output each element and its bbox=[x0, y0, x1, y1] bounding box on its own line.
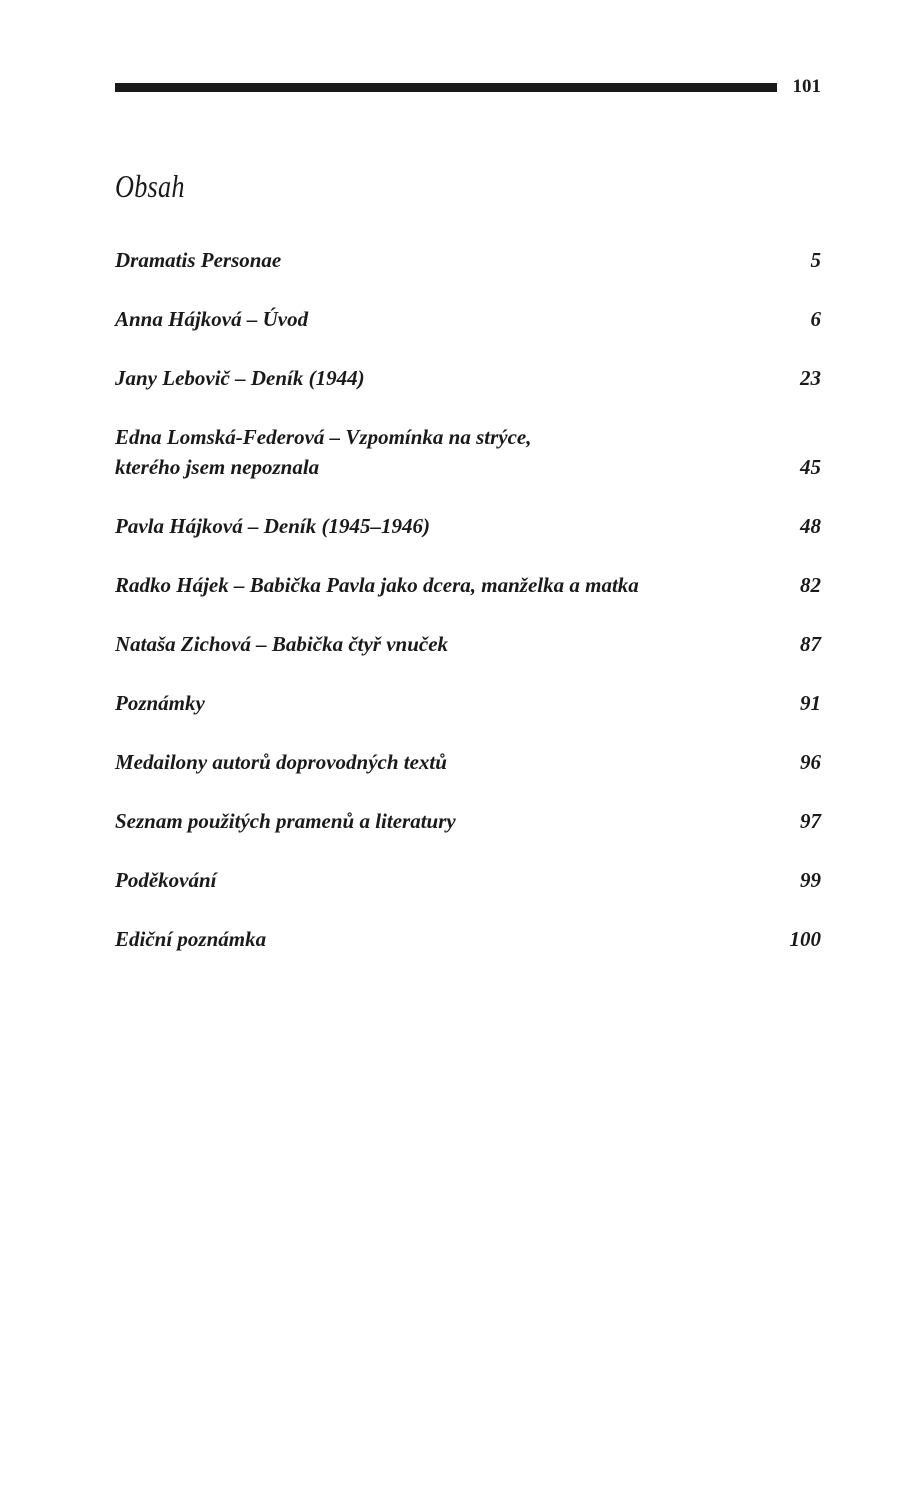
toc-entry-page: 48 bbox=[800, 514, 821, 538]
toc-entry-page: 91 bbox=[800, 691, 821, 715]
toc-entry-page: 5 bbox=[810, 248, 821, 272]
toc-entry[interactable] bbox=[115, 806, 821, 836]
toc-entry-title: Anna Hájková – Úvod bbox=[115, 307, 309, 331]
toc-entry[interactable] bbox=[115, 924, 821, 954]
toc-entry-title: Pavla Hájková – Deník (1945–1946) bbox=[115, 514, 430, 538]
header-rule bbox=[115, 83, 777, 92]
toc-entry-page: 99 bbox=[800, 868, 821, 892]
toc-entry-page: 23 bbox=[800, 366, 821, 390]
toc-entry-page: 100 bbox=[789, 927, 821, 951]
toc-entry[interactable] bbox=[115, 570, 821, 600]
table-of-contents bbox=[115, 245, 821, 983]
toc-entry[interactable] bbox=[115, 422, 821, 482]
toc-entry-title: Seznam použitých pramenů a literatury bbox=[115, 809, 456, 833]
toc-entry-page: 6 bbox=[810, 307, 821, 331]
toc-entry-page: 45 bbox=[800, 455, 821, 479]
toc-entry-page: 87 bbox=[800, 632, 821, 656]
page-number: 101 bbox=[792, 76, 821, 97]
toc-entry[interactable] bbox=[115, 245, 821, 275]
page-title: Obsah bbox=[115, 168, 185, 204]
toc-entry-page: 82 bbox=[800, 573, 821, 597]
toc-entry[interactable] bbox=[115, 511, 821, 541]
toc-entry[interactable] bbox=[115, 688, 821, 718]
toc-entry-title: Medailony autorů doprovodných textů bbox=[115, 750, 447, 774]
toc-entry[interactable] bbox=[115, 629, 821, 659]
toc-entry[interactable] bbox=[115, 865, 821, 895]
toc-entry[interactable] bbox=[115, 304, 821, 334]
toc-entry-page: 97 bbox=[800, 809, 821, 833]
toc-entry-title: Ediční poznámka bbox=[115, 927, 267, 951]
toc-entry-title: Poznámky bbox=[115, 691, 205, 715]
toc-entry[interactable] bbox=[115, 363, 821, 393]
toc-entry-title: Nataša Zichová – Babička čtyř vnuček bbox=[115, 632, 449, 656]
toc-entry-title: Edna Lomská-Federová – Vzpomínka na strýce, kterého jsem nepoznala bbox=[115, 425, 532, 479]
toc-entry[interactable] bbox=[115, 747, 821, 777]
toc-entry-title: Radko Hájek – Babička Pavla jako dcera, manželka a matka bbox=[115, 573, 639, 597]
toc-entry-title: Poděkování bbox=[115, 868, 217, 892]
toc-entry-title: Dramatis Personae bbox=[115, 248, 282, 272]
toc-entry-title: Jany Lebovič – Deník (1944) bbox=[115, 366, 365, 390]
toc-entry-page: 96 bbox=[800, 750, 821, 774]
